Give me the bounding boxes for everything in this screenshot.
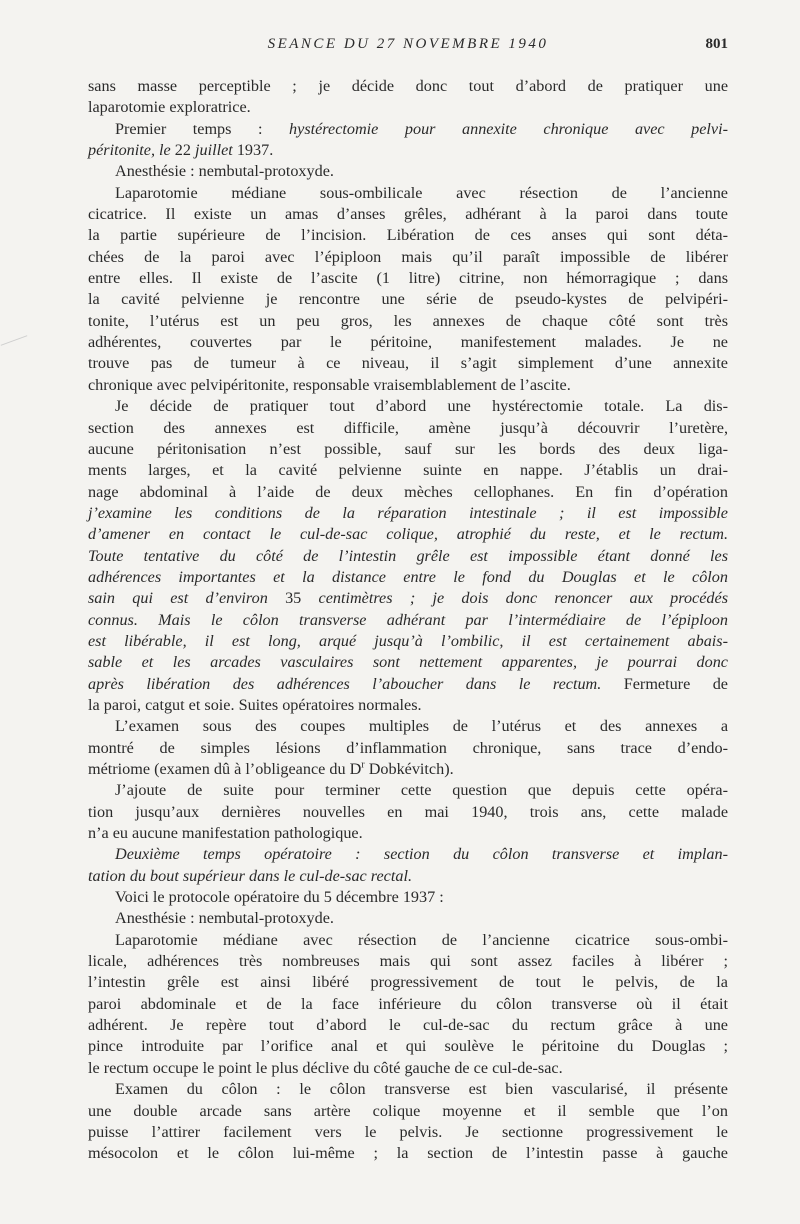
text-segment: J’ajoute de suite pour terminer cette question que depuis cette opéra- (115, 781, 728, 800)
text-segment: 35 (267, 589, 319, 608)
text-segment: chées de la paroi avec l’épiploon mais qu’il paraît impossible de libérer (88, 247, 728, 266)
text-line (88, 1079, 728, 1100)
text-line (88, 418, 728, 439)
text-line (88, 1015, 728, 1036)
italic-segment: connus. Mais le côlon transverse adhérant par l’intermédiaire de l’épiploon (88, 610, 728, 629)
text-line (88, 268, 728, 289)
text-segment: n’a eu aucune manifestation pathologique. (88, 824, 363, 843)
text-line (88, 524, 728, 545)
text-line (88, 353, 728, 374)
italic-segment: sable et les arcades vasculaires sont nettement apparentes, je pourrai donc (88, 653, 728, 672)
text-line (88, 375, 728, 396)
text-line (88, 183, 728, 204)
italic-segment: péritonite, le (88, 141, 171, 160)
text-line (88, 247, 728, 268)
text-segment: chronique avec pelvipéritonite, responsable vraisemblablement de l’ascite. (88, 375, 571, 394)
italic-segment: d’amener en contact le cul-de-sac colique, atrophié du reste, et le rectum. (88, 525, 728, 544)
text-segment: ments larges, et la cavité pelvienne suinte en nappe. J’établis un drai- (88, 461, 728, 480)
text-line (88, 332, 728, 353)
text-line (88, 930, 728, 951)
text-line (88, 716, 728, 737)
text-segment: tion jusqu’aux dernières nouvelles en mai 1940, trois ans, cette malade (88, 802, 728, 821)
text-line (88, 652, 728, 673)
text-line (88, 482, 728, 503)
running-title: SEANCE DU 27 NOVEMBRE 1940 (267, 36, 549, 52)
text-line (88, 695, 728, 716)
text-line (88, 1143, 728, 1164)
text-line (88, 1036, 728, 1057)
text-segment: Je décide de pratiquer tout d’abord une hystérectomie totale. La dis- (115, 397, 728, 416)
text-line (88, 759, 728, 780)
text-line (88, 439, 728, 460)
body-text (88, 76, 728, 1165)
italic-segment: est libérable, il est long, arqué jusqu’à l’ombilic, il est certainement abais- (88, 631, 728, 650)
text-line (88, 866, 728, 887)
text-line (88, 546, 728, 567)
text-segment: sans masse perceptible ; je décide donc tout d’abord de pratiquer une (88, 77, 728, 95)
text-segment: Anesthésie : nembutal-protoxyde. (115, 162, 334, 181)
text-segment: montré de simples lésions d’inflammation chronique, sans trace d’endo- (88, 738, 728, 757)
italic-segment: Deuxième temps opératoire : section du côlon transverse et implan- (115, 845, 728, 864)
text-line (88, 161, 728, 182)
italic-segment: après libération des adhérences l’aboucher dans le rectum. (88, 674, 602, 693)
text-segment: trouve pas de tumeur à ce niveau, il s’agit simplement d’une annexite (88, 354, 728, 373)
text-segment: Laparotomie médiane sous-ombilicale avec résection de l’ancienne (115, 183, 728, 202)
italic-segment: hystérectomie pour annexite chronique avec pelvi- (289, 119, 729, 138)
text-segment: Anesthésie : nembutal-protoxyde. (115, 909, 334, 928)
text-line (88, 1101, 728, 1122)
text-line (88, 460, 728, 481)
text-segment: 1937. (232, 141, 274, 160)
text-segment: adhérentes, couvertes par le péritoine, manifestement malades. Je ne (88, 333, 728, 352)
italic-segment: sain qui est d’environ (88, 589, 268, 608)
text-line (88, 610, 728, 631)
text-segment: Dobkévitch). (364, 760, 454, 778)
text-line (88, 140, 728, 161)
page-header (88, 36, 728, 58)
text-segment: Fermeture de (601, 674, 728, 693)
text-segment: section des annexes est difficile, amène jusqu’à découvrir l’uretère, (88, 418, 728, 437)
text-line (88, 823, 728, 844)
text-line (88, 119, 728, 140)
italic-segment: centimètres ; je dois donc renoncer aux procédés (318, 589, 729, 608)
text-segment: L’examen sous des coupes multiples de l’utérus et des annexes a (115, 717, 728, 736)
text-segment: cicatrice. Il existe un amas d’anses grêles, adhérant à la paroi dans toute (88, 205, 728, 224)
text-segment: la cavité pelvienne je rencontre une série de pseudo-kystes de pelvipéri- (88, 290, 728, 309)
text-segment: entre elles. Il existe de l’ascite (1 litre) citrine, non hémorragique ; dans (88, 269, 728, 288)
text-line (88, 225, 728, 246)
text-line (88, 588, 728, 609)
italic-segment: Toute tentative du côté de l’intestin grêle est impossible étant donné les (88, 546, 728, 565)
text-line (88, 994, 728, 1015)
italic-segment: tation du bout supérieur dans le cul-de-sac rectal. (88, 866, 412, 885)
text-line (88, 844, 728, 865)
text-line (88, 738, 728, 759)
text-segment: licale, adhérences très nombreuses mais qui sont assez faciles à libérer ; (88, 952, 728, 971)
text-line (88, 204, 728, 225)
text-segment: métriome (examen dû à l’obligeance du D (88, 760, 362, 778)
text-line (88, 289, 728, 310)
text-line (88, 802, 728, 823)
italic-segment: adhérences importantes et la distance entre le fond du Douglas et le côlon (88, 567, 728, 586)
text-segment: l’intestin grêle est ainsi libéré progressivement de tout le pelvis, de la (88, 973, 728, 992)
text-segment: la partie supérieure de l’incision. Libération de ces anses qui sont déta- (88, 226, 728, 245)
text-segment: le rectum occupe le point le plus déclive du côté gauche de ce cul-de-sac. (88, 1058, 563, 1077)
text-segment: tonite, l’utérus est un peu gros, les annexes de chaque côté sont très (88, 311, 728, 330)
text-segment: paroi abdominale et de la face inférieure du côlon transverse où il était (88, 994, 728, 1013)
text-segment: Premier temps : (115, 119, 290, 138)
text-line (88, 76, 728, 97)
text-segment: 22 (170, 141, 195, 160)
text-line (88, 396, 728, 417)
text-line (88, 780, 728, 801)
text-segment: Laparotomie médiane avec résection de l’ancienne cicatrice sous-ombi- (115, 930, 728, 949)
text-segment: Examen du côlon : le côlon transverse est bien vascularisé, il présente (115, 1080, 728, 1099)
text-segment: laparotomie exploratrice. (88, 98, 251, 117)
text-segment: nage abdominal à l’aide de deux mèches cellophanes. En fin d’opération (88, 482, 728, 501)
page-number: 801 (705, 36, 728, 52)
text-line (88, 908, 728, 929)
text-segment: pince introduite par l’orifice anal et qui soulève le péritoine du Douglas ; (88, 1037, 728, 1056)
text-line (88, 631, 728, 652)
text-line (88, 503, 728, 524)
text-line (88, 1058, 728, 1079)
text-line (88, 97, 728, 118)
italic-segment: j’examine les conditions de la réparation intestinale ; il est impossible (88, 503, 728, 522)
text-segment: puisse l’attirer facilement vers le pelvis. Je sectionne progressivement le (88, 1122, 728, 1141)
text-segment: adhérent. Je repère tout d’abord le cul-de-sac du rectum grâce à une (88, 1016, 728, 1035)
text-line (88, 951, 728, 972)
text-line (88, 674, 728, 695)
text-segment: mésocolon et le côlon lui-même ; la section de l’intestin passe à gauche (88, 1144, 728, 1163)
text-segment: aucune péritonisation n’est possible, sauf sur les bords des deux liga- (88, 439, 728, 458)
text-line (88, 311, 728, 332)
text-line (88, 887, 728, 908)
text-segment: la paroi, catgut et soie. Suites opératoires normales. (88, 695, 422, 714)
superscript: r (361, 759, 365, 771)
text-line (88, 972, 728, 993)
text-segment: une double arcade sans artère colique moyenne et il semble que l’on (88, 1101, 728, 1120)
text-segment: Voici le protocole opératoire du 5 décembre 1937 : (115, 888, 444, 907)
scan-margin-mark (1, 335, 28, 346)
text-line (88, 567, 728, 588)
text-line (88, 1122, 728, 1143)
italic-segment: juillet (195, 141, 233, 160)
